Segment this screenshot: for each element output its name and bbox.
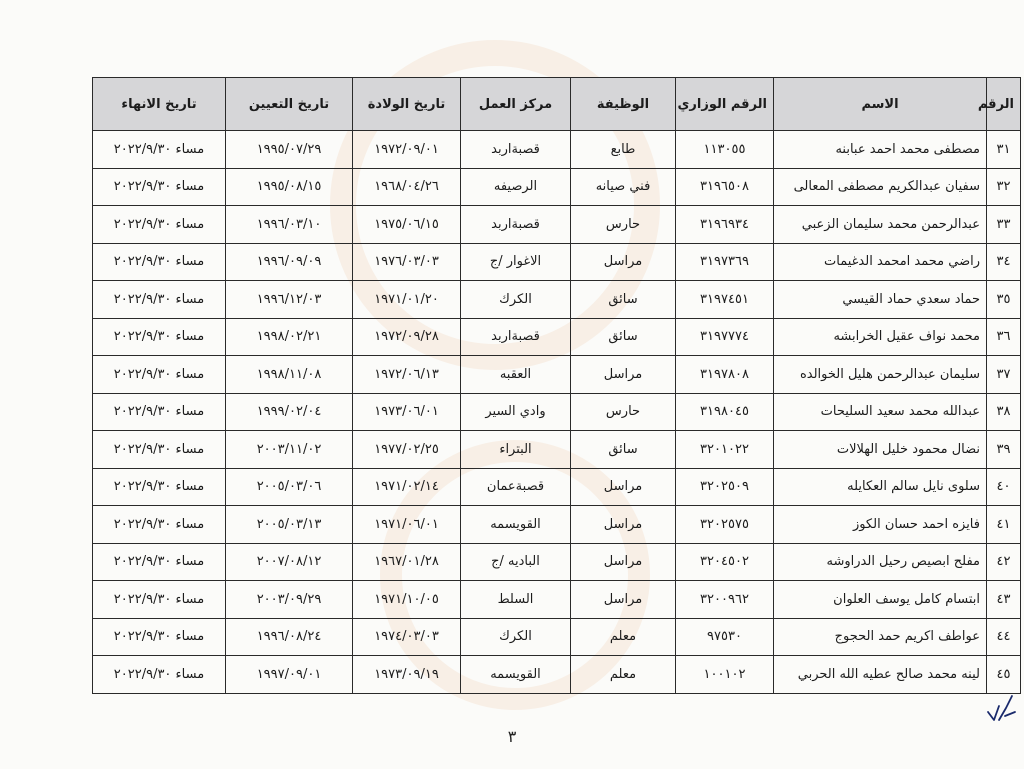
cell-job: فني صيانه — [571, 168, 676, 206]
cell-num: ٤٢ — [987, 543, 1021, 581]
table-row — [93, 131, 1021, 169]
cell-end-date: مساء ٢٠٢٢/٩/٣٠ — [93, 543, 226, 581]
cell-appointment-date: ١٩٩٥/٠٧/٢٩ — [226, 131, 353, 169]
cell-ministry-id: ٣٢٠٤٥٠٢ — [676, 543, 774, 581]
cell-end-date: مساء ٢٠٢٢/٩/٣٠ — [93, 281, 226, 319]
cell-birth-date: ١٩٧٦/٠٣/٠٣ — [353, 243, 461, 281]
signature-icon — [985, 690, 1017, 726]
table-row — [93, 356, 1021, 394]
cell-ministry-id: ١١٣٠٥٥ — [676, 131, 774, 169]
cell-name: لينه محمد صالح عطيه الله الحربي — [774, 656, 987, 694]
cell-ministry-id: ٣١٩٦٩٣٤ — [676, 206, 774, 244]
header-end-date: تاريخ الانهاء — [93, 78, 226, 131]
cell-name: نضال محمود خليل الهلالات — [774, 431, 987, 469]
table-body — [93, 131, 1021, 694]
cell-num: ٣٦ — [987, 318, 1021, 356]
cell-birth-date: ١٩٧٥/٠٦/١٥ — [353, 206, 461, 244]
cell-job: مراسل — [571, 356, 676, 394]
cell-birth-date: ١٩٧٣/٠٩/١٩ — [353, 656, 461, 694]
cell-end-date: مساء ٢٠٢٢/٩/٣٠ — [93, 468, 226, 506]
cell-job: طابع — [571, 131, 676, 169]
cell-appointment-date: ١٩٩٦/٠٩/٠٩ — [226, 243, 353, 281]
cell-num: ٤١ — [987, 506, 1021, 544]
cell-num: ٣٥ — [987, 281, 1021, 319]
cell-work-center: الكرك — [461, 281, 571, 319]
cell-ministry-id: ٣٢٠٢٥٠٩ — [676, 468, 774, 506]
cell-ministry-id: ٣١٩٨٠٤٥ — [676, 393, 774, 431]
cell-birth-date: ١٩٧٢/٠٩/٢٨ — [353, 318, 461, 356]
cell-birth-date: ١٩٧٢/٠٦/١٣ — [353, 356, 461, 394]
table-row — [93, 206, 1021, 244]
cell-birth-date: ١٩٧١/٠٦/٠١ — [353, 506, 461, 544]
cell-birth-date: ١٩٦٨/٠٤/٢٦ — [353, 168, 461, 206]
cell-name: عبدالله محمد سعيد السليحات — [774, 393, 987, 431]
cell-job: مراسل — [571, 468, 676, 506]
cell-appointment-date: ٢٠٠٣/١١/٠٢ — [226, 431, 353, 469]
cell-ministry-id: ٣١٩٧٨٠٨ — [676, 356, 774, 394]
cell-end-date: مساء ٢٠٢٢/٩/٣٠ — [93, 506, 226, 544]
cell-appointment-date: ٢٠٠٥/٠٣/٠٦ — [226, 468, 353, 506]
cell-birth-date: ١٩٧٢/٠٩/٠١ — [353, 131, 461, 169]
cell-work-center: الباديه /ج — [461, 543, 571, 581]
cell-name: سليمان عبدالرحمن هليل الخوالده — [774, 356, 987, 394]
cell-appointment-date: ٢٠٠٥/٠٣/١٣ — [226, 506, 353, 544]
cell-job: سائق — [571, 281, 676, 319]
table-row — [93, 431, 1021, 469]
cell-appointment-date: ١٩٩٦/٠٨/٢٤ — [226, 618, 353, 656]
cell-appointment-date: ١٩٩٩/٠٢/٠٤ — [226, 393, 353, 431]
cell-name: سفيان عبدالكريم مصطفى المعالى — [774, 168, 987, 206]
cell-num: ٣١ — [987, 131, 1021, 169]
cell-name: مصطفى محمد احمد عبابنه — [774, 131, 987, 169]
cell-name: سلوى نايل سالم العكايله — [774, 468, 987, 506]
cell-work-center: قصبةاربد — [461, 318, 571, 356]
cell-ministry-id: ٣١٩٧٤٥١ — [676, 281, 774, 319]
cell-job: سائق — [571, 318, 676, 356]
cell-end-date: مساء ٢٠٢٢/٩/٣٠ — [93, 206, 226, 244]
cell-job: حارس — [571, 206, 676, 244]
cell-end-date: مساء ٢٠٢٢/٩/٣٠ — [93, 131, 226, 169]
cell-name: فايزه احمد حسان الكوز — [774, 506, 987, 544]
table-row — [93, 543, 1021, 581]
cell-end-date: مساء ٢٠٢٢/٩/٣٠ — [93, 356, 226, 394]
cell-end-date: مساء ٢٠٢٢/٩/٣٠ — [93, 581, 226, 619]
cell-appointment-date: ٢٠٠٧/٠٨/١٢ — [226, 543, 353, 581]
cell-work-center: وادي السير — [461, 393, 571, 431]
table-header-row — [93, 78, 1021, 131]
table-row — [93, 243, 1021, 281]
table-row — [93, 581, 1021, 619]
table-row — [93, 393, 1021, 431]
cell-appointment-date: ١٩٩٨/٠٢/٢١ — [226, 318, 353, 356]
cell-work-center: الكرك — [461, 618, 571, 656]
header-appointment-date: تاريخ التعيين — [226, 78, 353, 131]
header-name: الاسم — [774, 78, 987, 131]
header-birth-date: تاريخ الولادة — [353, 78, 461, 131]
cell-num: ٣٢ — [987, 168, 1021, 206]
header-work-center: مركز العمل — [461, 78, 571, 131]
cell-num: ٣٧ — [987, 356, 1021, 394]
cell-ministry-id: ٩٧٥٣٠ — [676, 618, 774, 656]
cell-appointment-date: ٢٠٠٣/٠٩/٢٩ — [226, 581, 353, 619]
cell-work-center: الرصيفه — [461, 168, 571, 206]
cell-work-center: قصبةعمان — [461, 468, 571, 506]
cell-name: عبدالرحمن محمد سليمان الزعبي — [774, 206, 987, 244]
cell-end-date: مساء ٢٠٢٢/٩/٣٠ — [93, 656, 226, 694]
employee-roster-table — [92, 77, 1021, 694]
cell-num: ٤٤ — [987, 618, 1021, 656]
cell-birth-date: ١٩٧٧/٠٢/٢٥ — [353, 431, 461, 469]
cell-work-center: الاغوار /ج — [461, 243, 571, 281]
cell-end-date: مساء ٢٠٢٢/٩/٣٠ — [93, 243, 226, 281]
table-row — [93, 168, 1021, 206]
table-row — [93, 656, 1021, 694]
cell-job: مراسل — [571, 243, 676, 281]
cell-appointment-date: ١٩٩٨/١١/٠٨ — [226, 356, 353, 394]
header-ministry-id: الرقم الوزاري — [676, 78, 774, 131]
cell-ministry-id: ٣٢٠٢٥٧٥ — [676, 506, 774, 544]
cell-num: ٣٩ — [987, 431, 1021, 469]
cell-job: مراسل — [571, 543, 676, 581]
cell-job: معلم — [571, 618, 676, 656]
cell-name: مفلح ابصيص رحيل الدراوشه — [774, 543, 987, 581]
cell-end-date: مساء ٢٠٢٢/٩/٣٠ — [93, 618, 226, 656]
cell-name: محمد نواف عقيل الخرابشه — [774, 318, 987, 356]
cell-birth-date: ١٩٧١/٠٢/١٤ — [353, 468, 461, 506]
cell-work-center: قصبةاربد — [461, 206, 571, 244]
page-number: ٣ — [507, 727, 517, 746]
cell-work-center: العقبه — [461, 356, 571, 394]
cell-ministry-id: ٣١٩٦٥٠٨ — [676, 168, 774, 206]
cell-ministry-id: ٣١٩٧٧٧٤ — [676, 318, 774, 356]
cell-work-center: القويسمه — [461, 656, 571, 694]
table-row — [93, 281, 1021, 319]
cell-job: مراسل — [571, 581, 676, 619]
cell-end-date: مساء ٢٠٢٢/٩/٣٠ — [93, 393, 226, 431]
cell-name: راضي محمد امحمد الدغيمات — [774, 243, 987, 281]
cell-birth-date: ١٩٧١/٠١/٢٠ — [353, 281, 461, 319]
cell-appointment-date: ١٩٩٥/٠٨/١٥ — [226, 168, 353, 206]
table-row — [93, 318, 1021, 356]
cell-num: ٤٥ — [987, 656, 1021, 694]
cell-appointment-date: ١٩٩٦/٠٣/١٠ — [226, 206, 353, 244]
cell-birth-date: ١٩٧١/١٠/٠٥ — [353, 581, 461, 619]
cell-birth-date: ١٩٦٧/٠١/٢٨ — [353, 543, 461, 581]
cell-appointment-date: ١٩٩٦/١٢/٠٣ — [226, 281, 353, 319]
cell-job: معلم — [571, 656, 676, 694]
cell-birth-date: ١٩٧٣/٠٦/٠١ — [353, 393, 461, 431]
cell-ministry-id: ٣٢٠٠٩٦٢ — [676, 581, 774, 619]
cell-num: ٤٣ — [987, 581, 1021, 619]
cell-end-date: مساء ٢٠٢٢/٩/٣٠ — [93, 168, 226, 206]
cell-num: ٣٣ — [987, 206, 1021, 244]
cell-appointment-date: ١٩٩٧/٠٩/٠١ — [226, 656, 353, 694]
header-num: الرقم — [987, 78, 1021, 131]
cell-job: سائق — [571, 431, 676, 469]
table-row — [93, 618, 1021, 656]
cell-ministry-id: ٣٢٠١٠٢٢ — [676, 431, 774, 469]
cell-work-center: قصبةاربد — [461, 131, 571, 169]
cell-ministry-id: ٣١٩٧٣٦٩ — [676, 243, 774, 281]
header-job: الوظيفة — [571, 78, 676, 131]
cell-work-center: القويسمه — [461, 506, 571, 544]
cell-birth-date: ١٩٧٤/٠٣/٠٣ — [353, 618, 461, 656]
cell-ministry-id: ١٠٠١٠٢ — [676, 656, 774, 694]
cell-end-date: مساء ٢٠٢٢/٩/٣٠ — [93, 431, 226, 469]
cell-name: ابتسام كامل يوسف العلوان — [774, 581, 987, 619]
cell-num: ٤٠ — [987, 468, 1021, 506]
cell-work-center: البتراء — [461, 431, 571, 469]
cell-end-date: مساء ٢٠٢٢/٩/٣٠ — [93, 318, 226, 356]
cell-num: ٣٨ — [987, 393, 1021, 431]
table-row — [93, 468, 1021, 506]
cell-job: حارس — [571, 393, 676, 431]
table-row — [93, 506, 1021, 544]
cell-name: حماد سعدي حماد القيسي — [774, 281, 987, 319]
cell-job: مراسل — [571, 506, 676, 544]
cell-num: ٣٤ — [987, 243, 1021, 281]
cell-work-center: السلط — [461, 581, 571, 619]
cell-name: عواطف اكريم حمد الحجوج — [774, 618, 987, 656]
